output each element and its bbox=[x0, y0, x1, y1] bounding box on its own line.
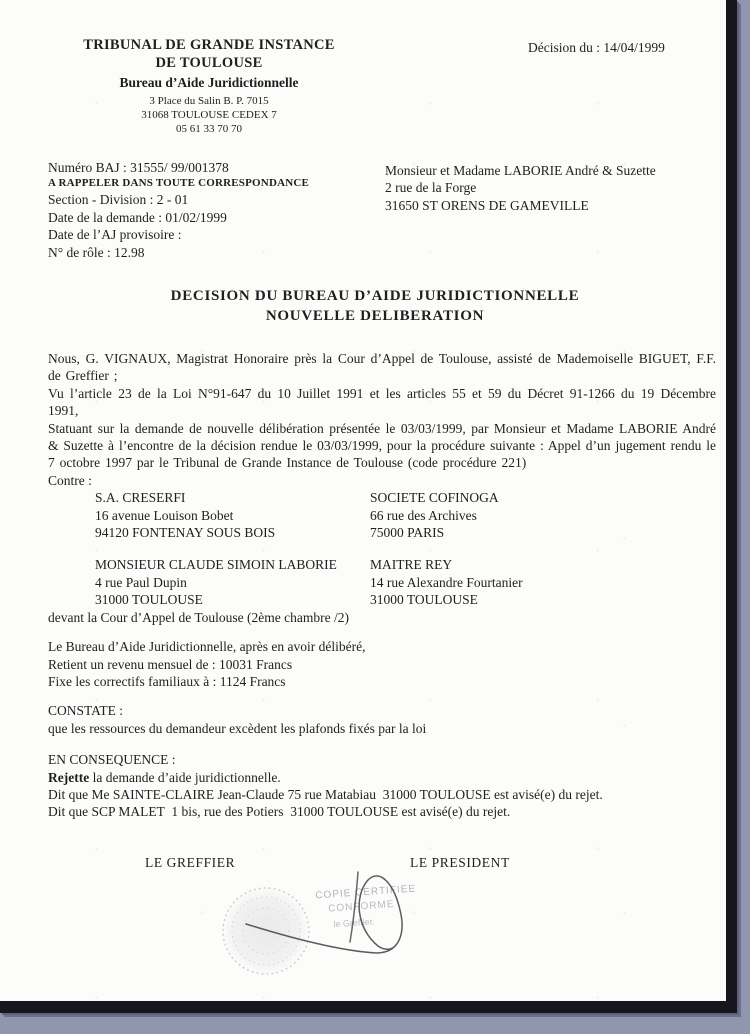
court-header bbox=[58, 36, 360, 136]
revenu-line: Retient un revenu mensuel de : 10031 Francs bbox=[48, 656, 293, 672]
party-city: 31000 TOULOUSE bbox=[95, 592, 203, 608]
court-name-line2: DE TOULOUSE bbox=[155, 55, 263, 71]
addressee-block bbox=[385, 162, 656, 214]
date-demande: Date de la demande : 01/02/1999 bbox=[48, 209, 227, 225]
deliberation-intro: Le Bureau d’Aide Juridictionnelle, après en avoir délibéré, bbox=[48, 639, 366, 655]
document-title bbox=[12, 286, 738, 326]
party-block bbox=[95, 489, 370, 541]
court-name-line1: TRIBUNAL DE GRANDE INSTANCE bbox=[83, 37, 335, 53]
party-address: 4 rue Paul Dupin bbox=[95, 574, 187, 590]
document-body bbox=[48, 350, 716, 874]
bureau-name: Bureau d’Aide Juridictionnelle bbox=[119, 75, 299, 90]
dit-line-1: Dit que Me SAINTE-CLAIRE Jean-Claude 75 rue Matabiau 31000 TOULOUSE est avisé(e) du rejet. bbox=[48, 786, 603, 802]
statuant-paragraph: Statuant sur la demande de nouvelle délibération présentée le 03/03/1999, par Monsieur et Madame LABORIE André & Suzette à l’encontre de la décision rendue le 03/03/1999, pour la procédure suivante : Appel d’un jugement rendu le 7 octobre 1997 par le Tribunal de Grande Instance de Toulouse (code procédure 221) bbox=[48, 420, 716, 471]
addressee-city: 31650 ST ORENS DE GAMEVILLE bbox=[385, 197, 589, 213]
section-division: Section - Division : 2 - 01 bbox=[48, 192, 189, 208]
constate-heading: CONSTATE : bbox=[48, 703, 124, 719]
stamp-text-line1: COPIE CERTIFIEE bbox=[314, 883, 417, 902]
party-address: 16 avenue Louison Bobet bbox=[95, 507, 234, 523]
party-name: MAITRE REY bbox=[370, 557, 453, 573]
party-block bbox=[370, 489, 716, 541]
dit-line-2: Dit que SCP MALET 1 bis, rue des Potiers 31000 TOULOUSE est avisé(e) du rejet. bbox=[48, 804, 511, 820]
rejette-word: Rejette bbox=[48, 769, 90, 785]
court-address-line2: 31068 TOULOUSE CEDEX 7 bbox=[141, 109, 277, 121]
stamp-circle-texture bbox=[222, 887, 310, 975]
certification-stamp bbox=[216, 854, 422, 988]
party-city: 31000 TOULOUSE bbox=[370, 592, 478, 608]
stamp-text-line2: CONFORME bbox=[327, 898, 395, 915]
party-name: SOCIETE COFINOGA bbox=[370, 490, 499, 506]
document-title-line1: DECISION DU BUREAU D’AIDE JURIDICTIONNELLE bbox=[170, 288, 580, 304]
stamp-text-line3: le Greffier. bbox=[333, 916, 375, 930]
numero-baj: Numéro BAJ : 31555/ 99/001378 bbox=[48, 160, 229, 175]
party-block bbox=[95, 556, 370, 608]
correctifs-line: Fixe les correctifs familiaux à : 1124 Francs bbox=[48, 673, 286, 689]
addressee-name: Monsieur et Madame LABORIE André & Suzette bbox=[385, 163, 656, 178]
rejette-rest: la demande d’aide juridictionnelle. bbox=[89, 769, 281, 785]
rejette-line bbox=[48, 769, 716, 786]
party-city: 94120 FONTENAY SOUS BOIS bbox=[95, 525, 276, 541]
constate-text: que les ressources du demandeur excèdent les plafonds fixés par la loi bbox=[48, 720, 427, 736]
decision-date: Décision du : 14/04/1999 bbox=[528, 40, 665, 55]
stamp-text bbox=[315, 883, 418, 930]
devant-line: devant la Cour d’Appel de Toulouse (2ème chambre /2) bbox=[48, 609, 349, 625]
party-name: MONSIEUR CLAUDE SIMOIN LABORIE bbox=[95, 557, 337, 573]
constate-block bbox=[48, 702, 716, 737]
greffier-signature-label: LE GREFFIER bbox=[145, 854, 236, 870]
contre-label: Contre : bbox=[48, 472, 92, 488]
vu-paragraph: Vu l’article 23 de la Loi N°91-647 du 10 Juillet 1991 et les articles 55 et 59 du Décret 91-1266 du 19 Décembre 1991, bbox=[48, 385, 716, 419]
parties-grid bbox=[48, 489, 716, 608]
consequence-heading: EN CONSEQUENCE : bbox=[48, 752, 176, 768]
party-block bbox=[370, 556, 716, 608]
intro-paragraph: Nous, G. VIGNAUX, Magistrat Honoraire près la Cour d’Appel de Toulouse, assisté de Mademoiselle BIGUET, F.F. de Greffier ; bbox=[48, 351, 716, 384]
party-city: 75000 PARIS bbox=[370, 525, 445, 541]
court-address-line1: 3 Place du Salin B. P. 7015 bbox=[149, 95, 269, 107]
party-address: 66 rue des Archives bbox=[370, 507, 477, 523]
date-aj-provisoire: Date de l’AJ provisoire : bbox=[48, 227, 182, 243]
addressee-street: 2 rue de la Forge bbox=[385, 180, 477, 196]
consequence-block bbox=[48, 751, 716, 821]
court-phone: 05 61 33 70 70 bbox=[176, 123, 242, 135]
reference-block bbox=[48, 159, 309, 261]
president-signature-label: LE PRESIDENT bbox=[410, 854, 510, 870]
document-title-line2: NOUVELLE DELIBERATION bbox=[265, 308, 485, 324]
party-address: 14 rue Alexandre Fourtanier bbox=[370, 574, 523, 590]
deliberation-block bbox=[48, 638, 716, 690]
rappel-notice: A RAPPELER DANS TOUTE CORRESPONDANCE bbox=[48, 177, 310, 190]
numero-role: N° de rôle : 12.98 bbox=[48, 244, 145, 260]
party-name: S.A. CRESERFI bbox=[95, 490, 186, 506]
